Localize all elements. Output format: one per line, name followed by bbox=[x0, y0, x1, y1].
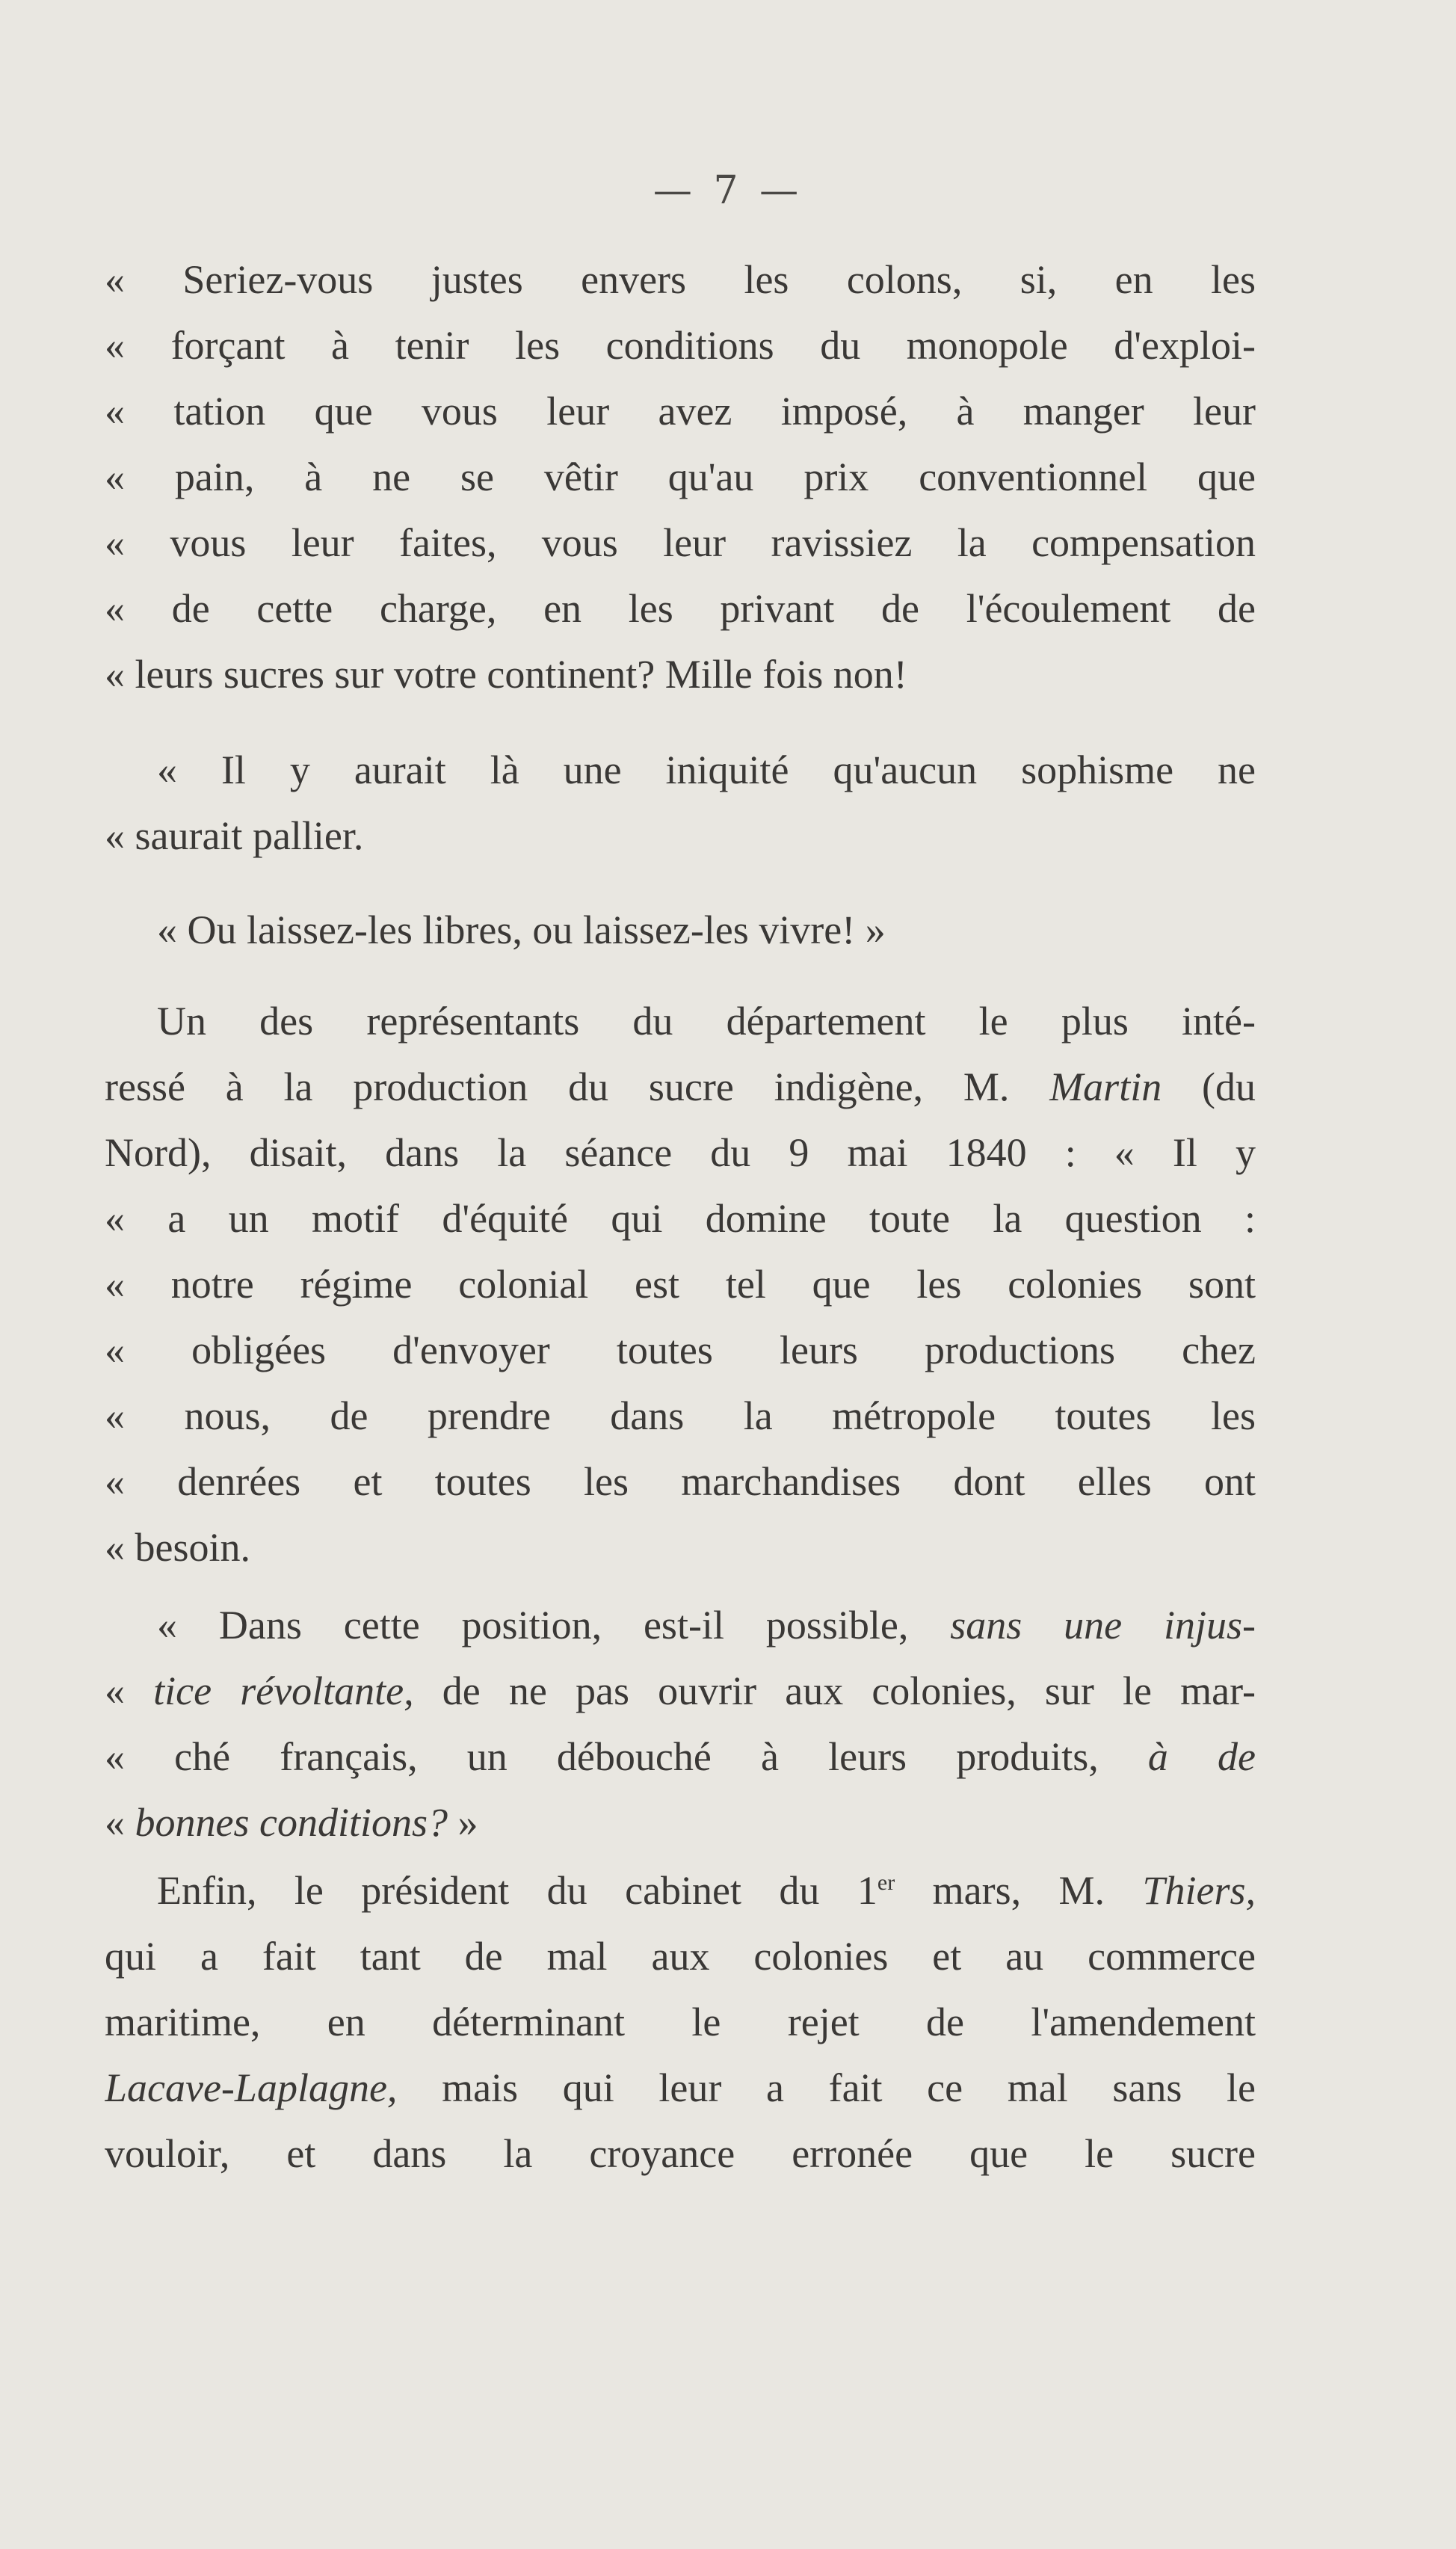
text-line bbox=[105, 2055, 1256, 2121]
text-line: Un des représentants du département le plus inté- bbox=[157, 999, 1256, 1044]
text-line: Nord), disait, dans la séance du 9 mai 1840 : « Il y bbox=[105, 1130, 1256, 1175]
text-line: « Il y aurait là une iniquité qu'aucun sophisme ne bbox=[157, 748, 1256, 792]
text-line: « a un motif d'équité qui domine toute la question : bbox=[105, 1196, 1256, 1241]
italic-phrase: tice révoltante, bbox=[153, 1668, 414, 1713]
text-line: « pain, à ne se vêtir qu'au prix conventionnel que bbox=[105, 454, 1256, 499]
italic-phrase: à de bbox=[1147, 1734, 1256, 1779]
paragraph-5 bbox=[105, 1592, 1256, 1855]
paragraph-4 bbox=[105, 988, 1256, 1580]
text-line: « obligées d'envoyer toutes leurs productions chez bbox=[105, 1328, 1256, 1372]
text-segment: « bbox=[105, 1668, 154, 1713]
text-line: qui a fait tant de mal aux colonies et au commerce bbox=[105, 1934, 1256, 1979]
text-line bbox=[105, 1658, 1256, 1724]
text-line: maritime, en déterminant le rejet de l'amendement bbox=[105, 2000, 1256, 2044]
text-segment: « Dans cette position, est-il possible, bbox=[157, 1603, 909, 1648]
text-line: « besoin. bbox=[105, 1525, 250, 1570]
ordinal-suffix: er bbox=[877, 1870, 895, 1895]
text-segment: « ché français, un débouché à leurs produits, bbox=[105, 1734, 1099, 1779]
italic-name: Lacave-Laplagne, bbox=[105, 2065, 398, 2110]
text-line: vouloir, et dans la croyance erronée que le sucre bbox=[105, 2131, 1256, 2176]
paragraph-6 bbox=[105, 1858, 1256, 2186]
text-line bbox=[105, 1054, 1256, 1120]
text-segment: de ne pas ouvrir aux colonies, sur le mar- bbox=[442, 1668, 1256, 1713]
paragraph-2 bbox=[105, 737, 1256, 869]
text-line: « notre régime colonial est tel que les colonies sont bbox=[105, 1262, 1256, 1307]
text-segment: mais qui leur a fait ce mal sans le bbox=[442, 2065, 1256, 2110]
text-line: « forçant à tenir les conditions du monopole d'exploi- bbox=[105, 323, 1256, 368]
text-line bbox=[105, 1592, 1256, 1658]
text-line bbox=[105, 1790, 1256, 1855]
text-line: « saurait pallier. bbox=[105, 813, 364, 858]
text-segment: « bbox=[105, 1800, 135, 1845]
text-line: « de cette charge, en les privant de l'écoulement de bbox=[105, 586, 1256, 631]
text-segment: ressé à la production du sucre indigène, M. bbox=[105, 1064, 1010, 1109]
text-line: « tation que vous leur avez imposé, à manger leur bbox=[105, 389, 1256, 434]
text-line: « Seriez-vous justes envers les colons, si, en les bbox=[105, 257, 1256, 302]
italic-phrase: sans une injus- bbox=[950, 1603, 1256, 1648]
text-segment: » bbox=[457, 1800, 478, 1845]
text-line: « vous leur faites, vous leur ravissiez la compensation bbox=[105, 520, 1256, 565]
paragraph-3 bbox=[105, 897, 1256, 963]
paragraph-1 bbox=[105, 247, 1256, 707]
text-segment: mars, M. bbox=[932, 1868, 1105, 1913]
text-line bbox=[105, 1724, 1256, 1790]
text-line: « denrées et toutes les marchandises dont elles ont bbox=[105, 1459, 1256, 1504]
text-line: « nous, de prendre dans la métropole toutes les bbox=[105, 1393, 1256, 1438]
italic-name: Thiers, bbox=[1142, 1868, 1256, 1913]
italic-phrase: bonnes conditions? bbox=[135, 1800, 448, 1845]
text-line: « Ou laissez-les libres, ou laissez-les vivre! » bbox=[157, 907, 886, 952]
text-segment: Enfin, le président du cabinet du 1 bbox=[157, 1868, 877, 1913]
text-line bbox=[105, 1858, 1256, 1923]
text-segment: (du bbox=[1202, 1064, 1256, 1109]
text-line: « leurs sucres sur votre continent? Mille fois non! bbox=[105, 652, 907, 697]
page-number: — 7 — bbox=[653, 168, 803, 213]
italic-name: Martin bbox=[1049, 1064, 1162, 1109]
